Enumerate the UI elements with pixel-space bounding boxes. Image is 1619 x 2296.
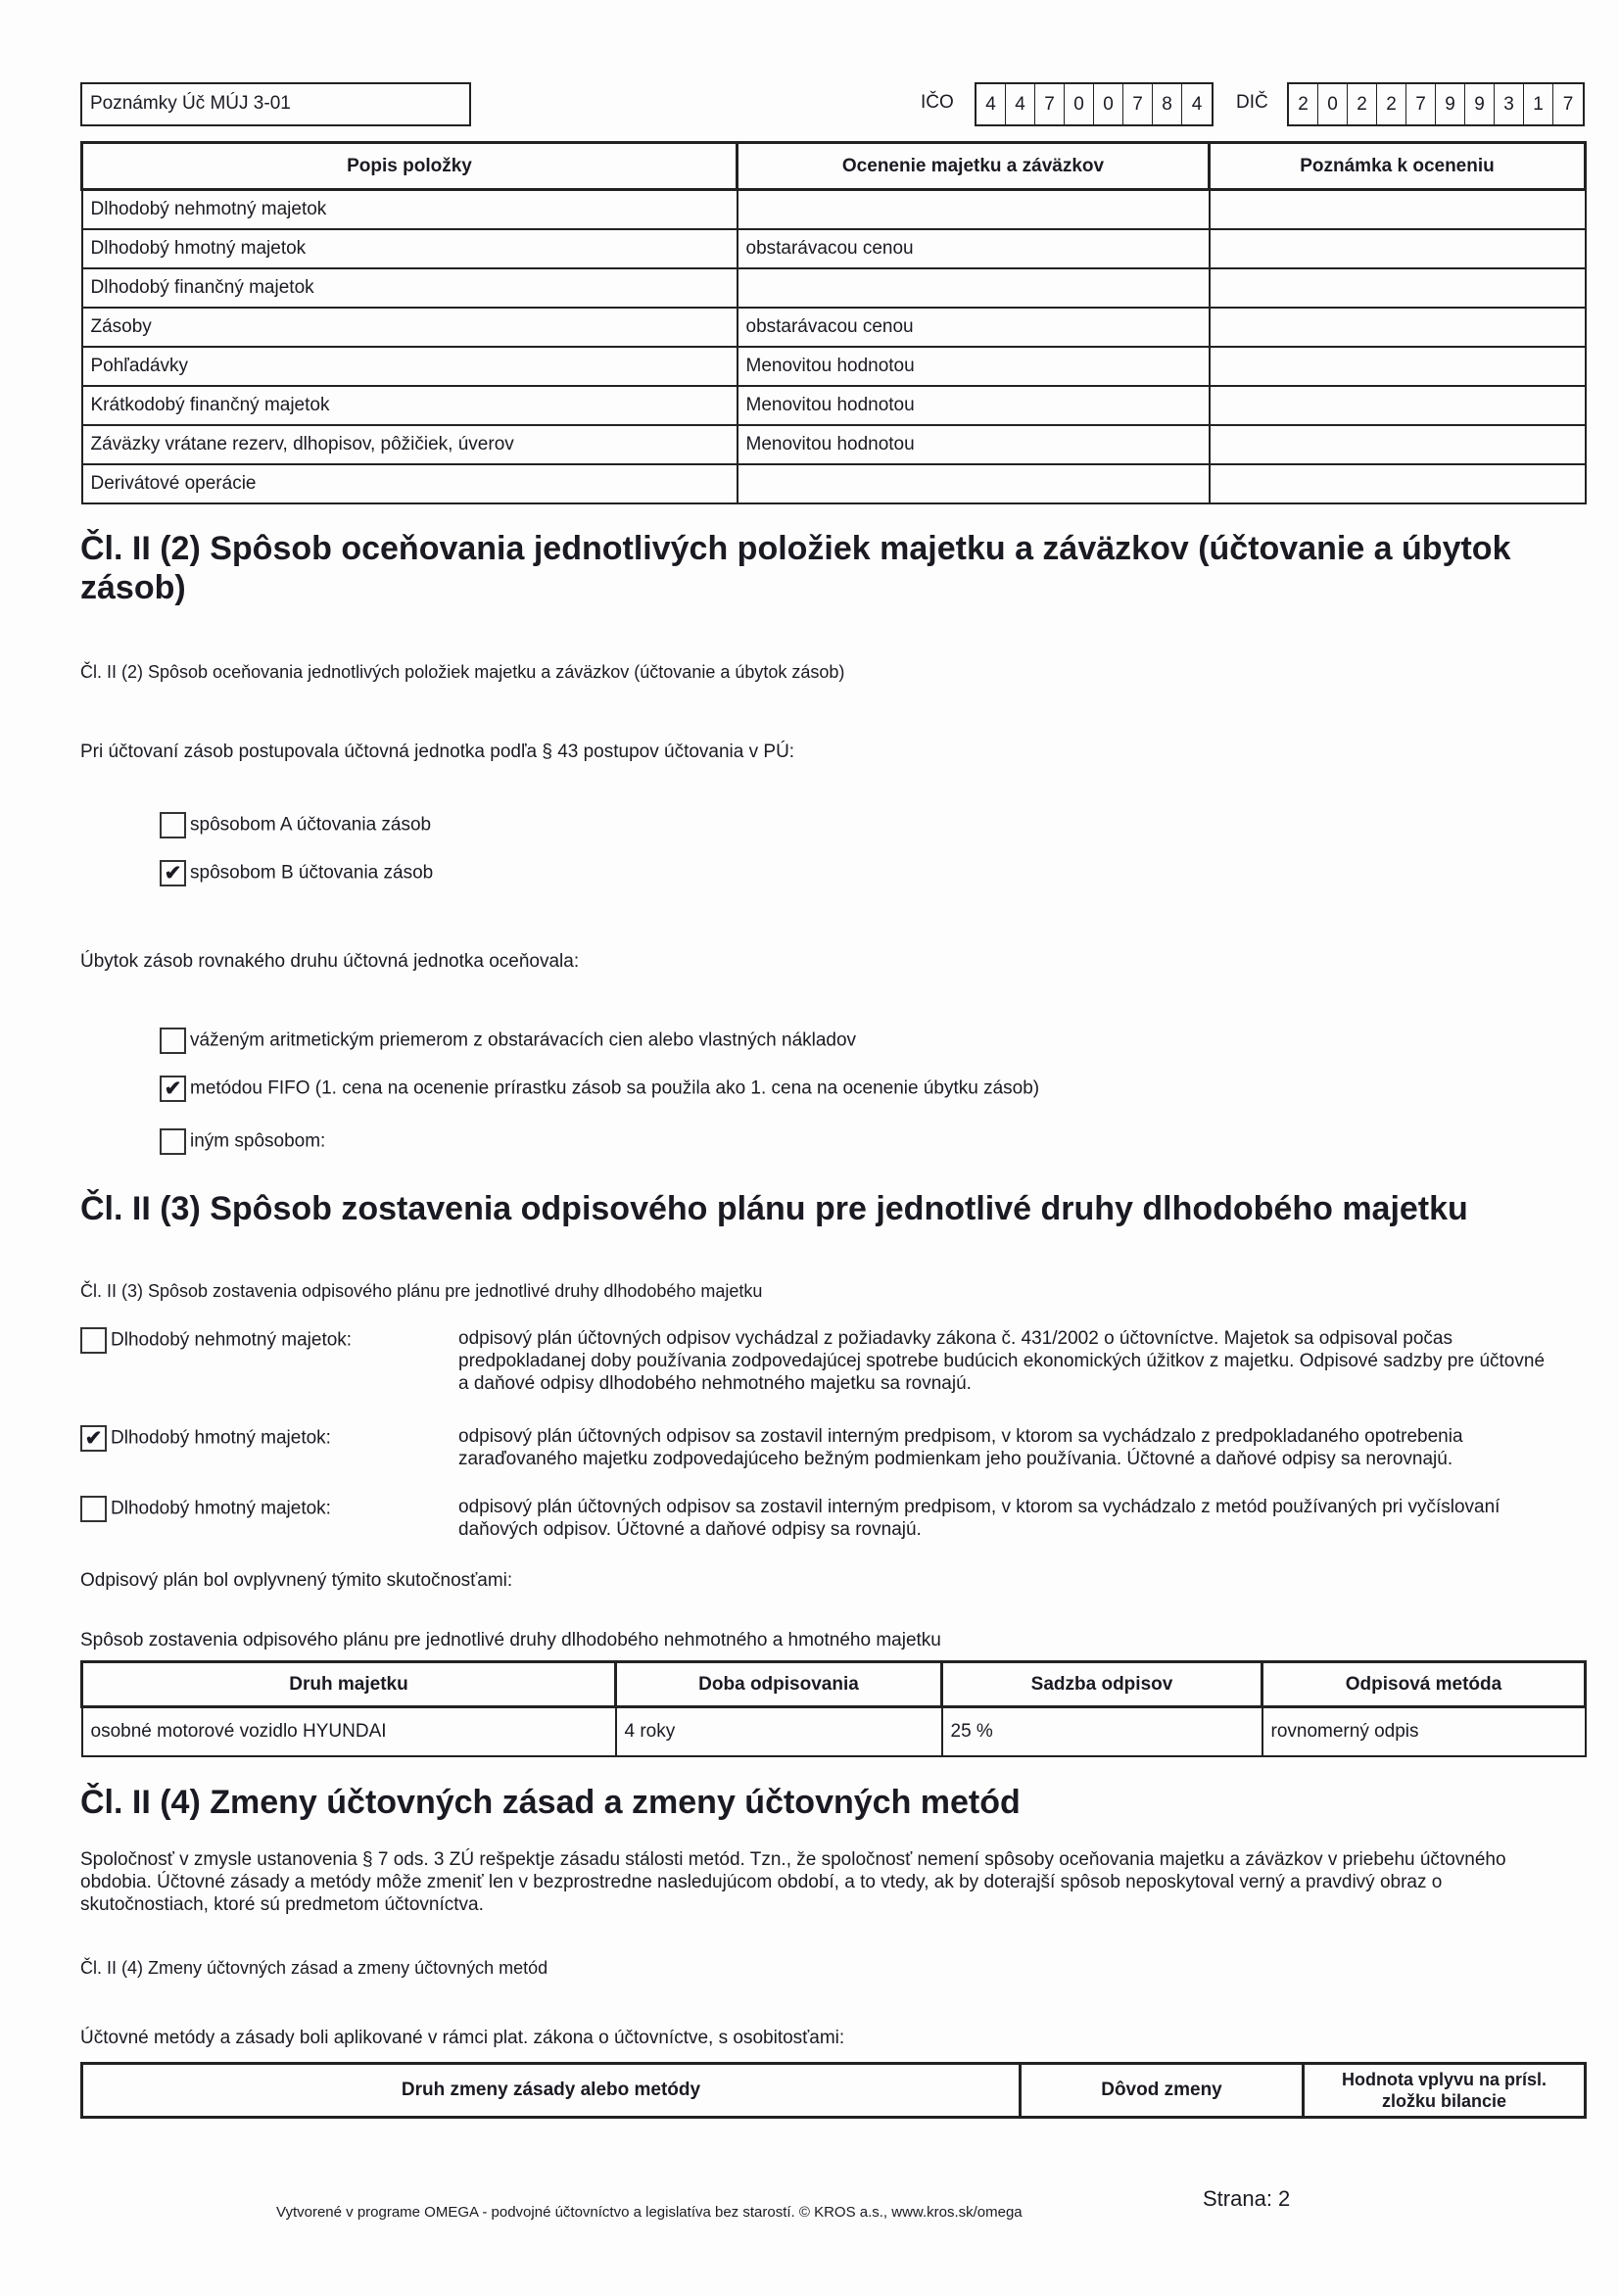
cell bbox=[1210, 268, 1586, 308]
changes-table bbox=[80, 2062, 1587, 2119]
checkbox[interactable]: ✔ bbox=[80, 1425, 107, 1452]
table-row bbox=[82, 1707, 1586, 1756]
checkbox-option[interactable] bbox=[160, 1076, 1039, 1102]
cell bbox=[738, 268, 1210, 308]
dic-digit: 1 bbox=[1524, 84, 1553, 124]
page-number: Strana: 2 bbox=[1203, 2186, 1291, 2211]
table-row bbox=[82, 347, 1586, 386]
depreciation-table bbox=[80, 1660, 1587, 1757]
dic-digit: 3 bbox=[1495, 84, 1524, 124]
cell: 4 roky bbox=[616, 1707, 942, 1756]
policy-paragraph: Spoločnosť v zmysle ustanovenia § 7 ods. 3 ZÚ rešpektje zásadu stálosti metód. Tzn., že spoločnosť nemení spôsoby oceňovania majetku a záväzkov v priebehu účtovného obdobia. Účtovné zásady a metódy môže zmeniť len v bezprostredne nasledujúcom období, a to vtedy, ak by doterajší spôsob neposkytoval verný a pravdivý obraz o skutočnostiach, ktoré sú predmetom účtovníctva. bbox=[80, 1849, 1506, 1915]
col-header: Ocenenie majetku a záväzkov bbox=[738, 143, 1210, 190]
table-row bbox=[82, 190, 1586, 229]
cell: Dlhodobý hmotný majetok bbox=[82, 229, 738, 268]
table-row bbox=[82, 386, 1586, 425]
cell bbox=[1210, 425, 1586, 464]
ico-digit: 7 bbox=[1123, 84, 1153, 124]
ico-label: IČO bbox=[921, 92, 954, 113]
asset-description: odpisový plán účtovných odpisov vychádzal z požiadavky zákona č. 431/2002 o účtovníctve. Majetok sa odpisoval počas predpokladanej doby používania zodpovedajúcej spotrebe budúcich ekonomických úžitkov z majetku. Odpisové sadzby pre účtovné a daňové odpisy dlhodobého nehmotného majetku sa rovnajú. bbox=[458, 1328, 1546, 1394]
col-header: Dôvod zmeny bbox=[1021, 2064, 1304, 2118]
question-text: Pri účtovaní zásob postupovala účtovná jednotka podľa § 43 postupov účtovania v PÚ: bbox=[80, 741, 795, 762]
checkbox[interactable] bbox=[160, 1028, 186, 1054]
col-header: Druh zmeny zásady alebo metódy bbox=[82, 2064, 1021, 2118]
section-subtitle: Čl. II (2) Spôsob oceňovania jednotlivých položiek majetku a záväzkov (účtovanie a úbytok zásob) bbox=[80, 662, 845, 682]
table-row bbox=[82, 229, 1586, 268]
cell: Menovitou hodnotou bbox=[738, 425, 1210, 464]
dic-digit: 2 bbox=[1377, 84, 1406, 124]
checkbox-label: spôsobom B účtovania zásob bbox=[190, 862, 434, 884]
cell bbox=[1210, 190, 1586, 229]
form-title: Poznámky Úč MÚJ 3-01 bbox=[80, 82, 471, 126]
section-heading-4: Čl. II (4) Zmeny účtovných zásad a zmeny účtovných metód bbox=[80, 1784, 1021, 1821]
col-header: Sadzba odpisov bbox=[942, 1662, 1262, 1707]
cell bbox=[1210, 464, 1586, 503]
dic-digit: 0 bbox=[1318, 84, 1348, 124]
asset-description: odpisový plán účtovných odpisov sa zostavil interným predpisom, v ktorom sa vychádzalo z predpokladaného opotrebenia zaraďovaného majetku zodpovedajúceho bežným podmienkam jeho používania. Účtovné a daňové odpisy sa nerovnajú. bbox=[458, 1426, 1463, 1469]
checkbox[interactable]: ✔ bbox=[160, 1076, 186, 1102]
col-header: Druh majetku bbox=[82, 1662, 616, 1707]
table-row bbox=[82, 268, 1586, 308]
cell: Pohľadávky bbox=[82, 347, 738, 386]
dic-digit: 7 bbox=[1562, 94, 1574, 115]
cell bbox=[1210, 229, 1586, 268]
col-header: Poznámka k oceneniu bbox=[1210, 143, 1586, 190]
asset-label: Dlhodobý nehmotný majetok: bbox=[111, 1329, 353, 1351]
checkbox-label: metódou FIFO (1. cena na ocenenie prírastku zásob sa použila ako 1. cena na ocenenie úbytku zásob) bbox=[190, 1077, 1040, 1099]
checkbox[interactable] bbox=[80, 1496, 107, 1522]
dic-digit: 9 bbox=[1436, 84, 1465, 124]
cell bbox=[1210, 347, 1586, 386]
valuation-table bbox=[80, 141, 1587, 504]
checkbox-label: spôsobom A účtovania zásob bbox=[190, 814, 432, 836]
cell: Krátkodobý finančný majetok bbox=[82, 386, 738, 425]
checkbox[interactable] bbox=[160, 1128, 186, 1155]
cell bbox=[738, 464, 1210, 503]
cell bbox=[1210, 308, 1586, 347]
section-subtitle: Čl. II (4) Zmeny účtovných zásad a zmeny účtovných metód bbox=[80, 1958, 548, 1978]
checkbox-label: váženým aritmetickým priemerom z obstarávacích cien alebo vlastných nákladov bbox=[190, 1029, 857, 1051]
dic-digit: 2 bbox=[1348, 84, 1377, 124]
checkbox-label: iným spôsobom: bbox=[190, 1130, 326, 1152]
cell: 25 % bbox=[942, 1707, 1262, 1756]
asset-option[interactable] bbox=[80, 1496, 331, 1522]
cell: Zásoby bbox=[82, 308, 738, 347]
ico-digit: 8 bbox=[1153, 84, 1182, 124]
section-subtitle: Čl. II (3) Spôsob zostavenia odpisového plánu pre jednotlivé druhy dlhodobého majetku bbox=[80, 1281, 763, 1301]
cell: Derivátové operácie bbox=[82, 464, 738, 503]
question-text: Úbytok zásob rovnakého druhu účtovná jednotka oceňovala: bbox=[80, 951, 580, 972]
col-header: Odpisová metóda bbox=[1262, 1662, 1586, 1707]
checkbox-option[interactable] bbox=[160, 1128, 325, 1155]
cell: osobné motorové vozidlo HYUNDAI bbox=[82, 1707, 616, 1756]
dic-digit: 9 bbox=[1465, 84, 1495, 124]
cell: Dlhodobý finančný majetok bbox=[82, 268, 738, 308]
asset-option[interactable] bbox=[80, 1327, 352, 1354]
cell bbox=[738, 190, 1210, 229]
cell: obstarávacou cenou bbox=[738, 229, 1210, 268]
dic-digit: 7 bbox=[1406, 84, 1436, 124]
dic-field bbox=[1287, 82, 1585, 126]
cell: Menovitou hodnotou bbox=[738, 347, 1210, 386]
checkbox[interactable] bbox=[160, 812, 186, 838]
section-heading-3: Čl. II (3) Spôsob zostavenia odpisového plánu pre jednotlivé druhy dlhodobého majetku bbox=[80, 1190, 1468, 1227]
cell: Záväzky vrátane rezerv, dlhopisov, pôžičiek, úverov bbox=[82, 425, 738, 464]
footer-text: Vytvorené v programe OMEGA - podvojné účtovníctvo a legislatíva bez starostí. © KROS a.s., www.kros.sk/omega bbox=[276, 2204, 1023, 2221]
section-heading-2: Čl. II (2) Spôsob oceňovania jednotlivých položiek majetku a záväzkov (účtovanie a úbytok zásob) bbox=[80, 530, 1511, 606]
ico-digit: 4 bbox=[1191, 94, 1203, 115]
ico-digit: 0 bbox=[1065, 84, 1094, 124]
col-header: Popis položky bbox=[82, 143, 738, 190]
col-header: Hodnota vplyvu na prísl. zložku bilancie bbox=[1304, 2064, 1586, 2118]
checkbox-option[interactable] bbox=[160, 860, 433, 886]
ico-digit: 4 bbox=[976, 84, 1006, 124]
asset-label: Dlhodobý hmotný majetok: bbox=[111, 1498, 331, 1519]
checkbox[interactable] bbox=[80, 1327, 107, 1354]
checkbox-option[interactable] bbox=[160, 1028, 856, 1054]
checkbox[interactable]: ✔ bbox=[160, 860, 186, 886]
dic-label: DIČ bbox=[1236, 92, 1268, 113]
question-text: Účtovné metódy a zásady boli aplikované v rámci plat. zákona o účtovníctve, s osobitosťami: bbox=[80, 2028, 845, 2048]
table-row bbox=[82, 464, 1586, 503]
dic-digit: 2 bbox=[1289, 84, 1318, 124]
cell: Menovitou hodnotou bbox=[738, 386, 1210, 425]
col-header: Doba odpisovania bbox=[616, 1662, 942, 1707]
influenced-text: Odpisový plán bol ovplyvnený týmito skutočnosťami: bbox=[80, 1570, 513, 1591]
ico-digit: 7 bbox=[1035, 84, 1065, 124]
asset-option[interactable] bbox=[80, 1425, 331, 1452]
ico-digit: 4 bbox=[1006, 84, 1035, 124]
table-row bbox=[82, 425, 1586, 464]
cell: rovnomerný odpis bbox=[1262, 1707, 1586, 1756]
asset-label: Dlhodobý hmotný majetok: bbox=[111, 1427, 331, 1449]
ico-field bbox=[975, 82, 1214, 126]
ico-digit: 0 bbox=[1094, 84, 1123, 124]
cell bbox=[1210, 386, 1586, 425]
cell: Dlhodobý nehmotný majetok bbox=[82, 190, 738, 229]
table-row bbox=[82, 308, 1586, 347]
cell: obstarávacou cenou bbox=[738, 308, 1210, 347]
asset-description: odpisový plán účtovných odpisov sa zostavil interným predpisom, v ktorom sa vychádzalo z metód používaných pri vyčíslovaní daňových odpisov. Účtovné a daňové odpisy sa rovnajú. bbox=[458, 1497, 1500, 1540]
checkbox-option[interactable] bbox=[160, 812, 431, 838]
table-caption: Spôsob zostavenia odpisového plánu pre jednotlivé druhy dlhodobého nehmotného a hmotného majetku bbox=[80, 1630, 941, 1650]
